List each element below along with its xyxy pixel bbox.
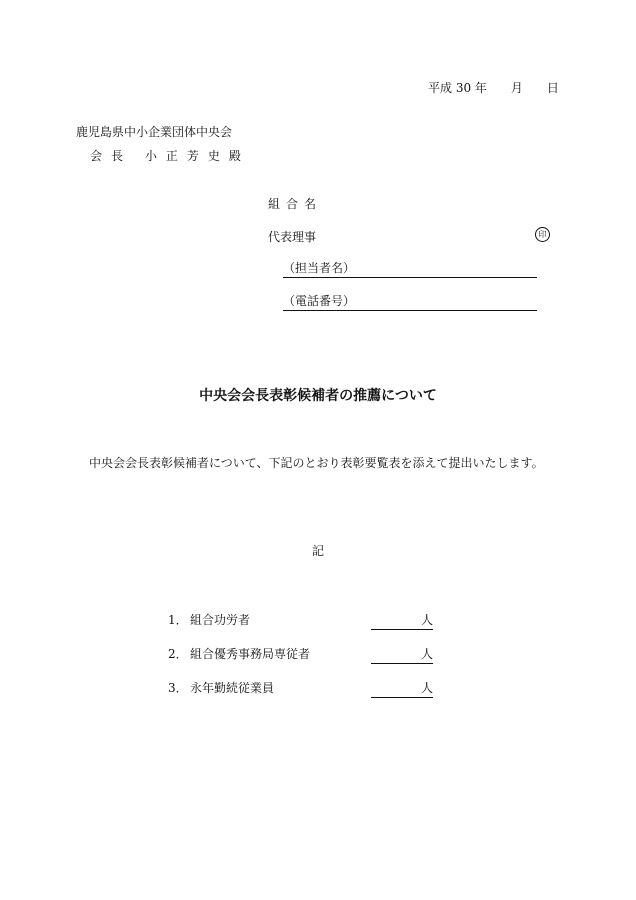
sender-union-label: 組合名 <box>268 197 323 211</box>
seal-mark-icon: 印 <box>535 227 550 242</box>
item-count-field <box>371 611 433 630</box>
document-date <box>428 79 559 96</box>
item-label: 組合功労者 <box>190 613 251 627</box>
item-count-field <box>371 679 433 698</box>
item-number: 2． <box>168 647 188 661</box>
item-unit: 人 <box>420 613 433 627</box>
item-number: 3． <box>168 681 188 695</box>
list-item <box>168 679 274 696</box>
ki-heading: 記 <box>311 544 324 558</box>
recipient-name: 会長 小正芳史殿 <box>90 149 250 163</box>
sender-representative-label: 代表理事 <box>268 230 317 244</box>
item-unit: 人 <box>420 681 433 695</box>
contact-person-field <box>283 259 537 278</box>
recipient-organization: 鹿児島県中小企業団体中央会 <box>76 125 233 139</box>
item-label: 永年勤続従業員 <box>190 681 275 695</box>
phone-number-field <box>283 292 537 311</box>
date-era-year: 平成 30 年 <box>428 81 487 95</box>
list-item <box>168 611 250 628</box>
list-item <box>168 645 310 662</box>
item-number: 1． <box>168 613 188 627</box>
item-count-field <box>371 645 433 664</box>
contact-person-label: （担当者名） <box>283 261 356 275</box>
phone-number-label: （電話番号） <box>283 294 356 308</box>
document-title: 中央会会長表彰候補者の推薦について <box>199 388 437 404</box>
document-body: 中央会会長表彰候補者について、下記のとおり表彰要覧表を添えて提出いたします。 <box>89 456 544 470</box>
item-unit: 人 <box>420 647 433 661</box>
date-day: 日 <box>546 81 559 95</box>
item-label: 組合優秀事務局専従者 <box>190 647 311 661</box>
date-month: 月 <box>510 81 523 95</box>
